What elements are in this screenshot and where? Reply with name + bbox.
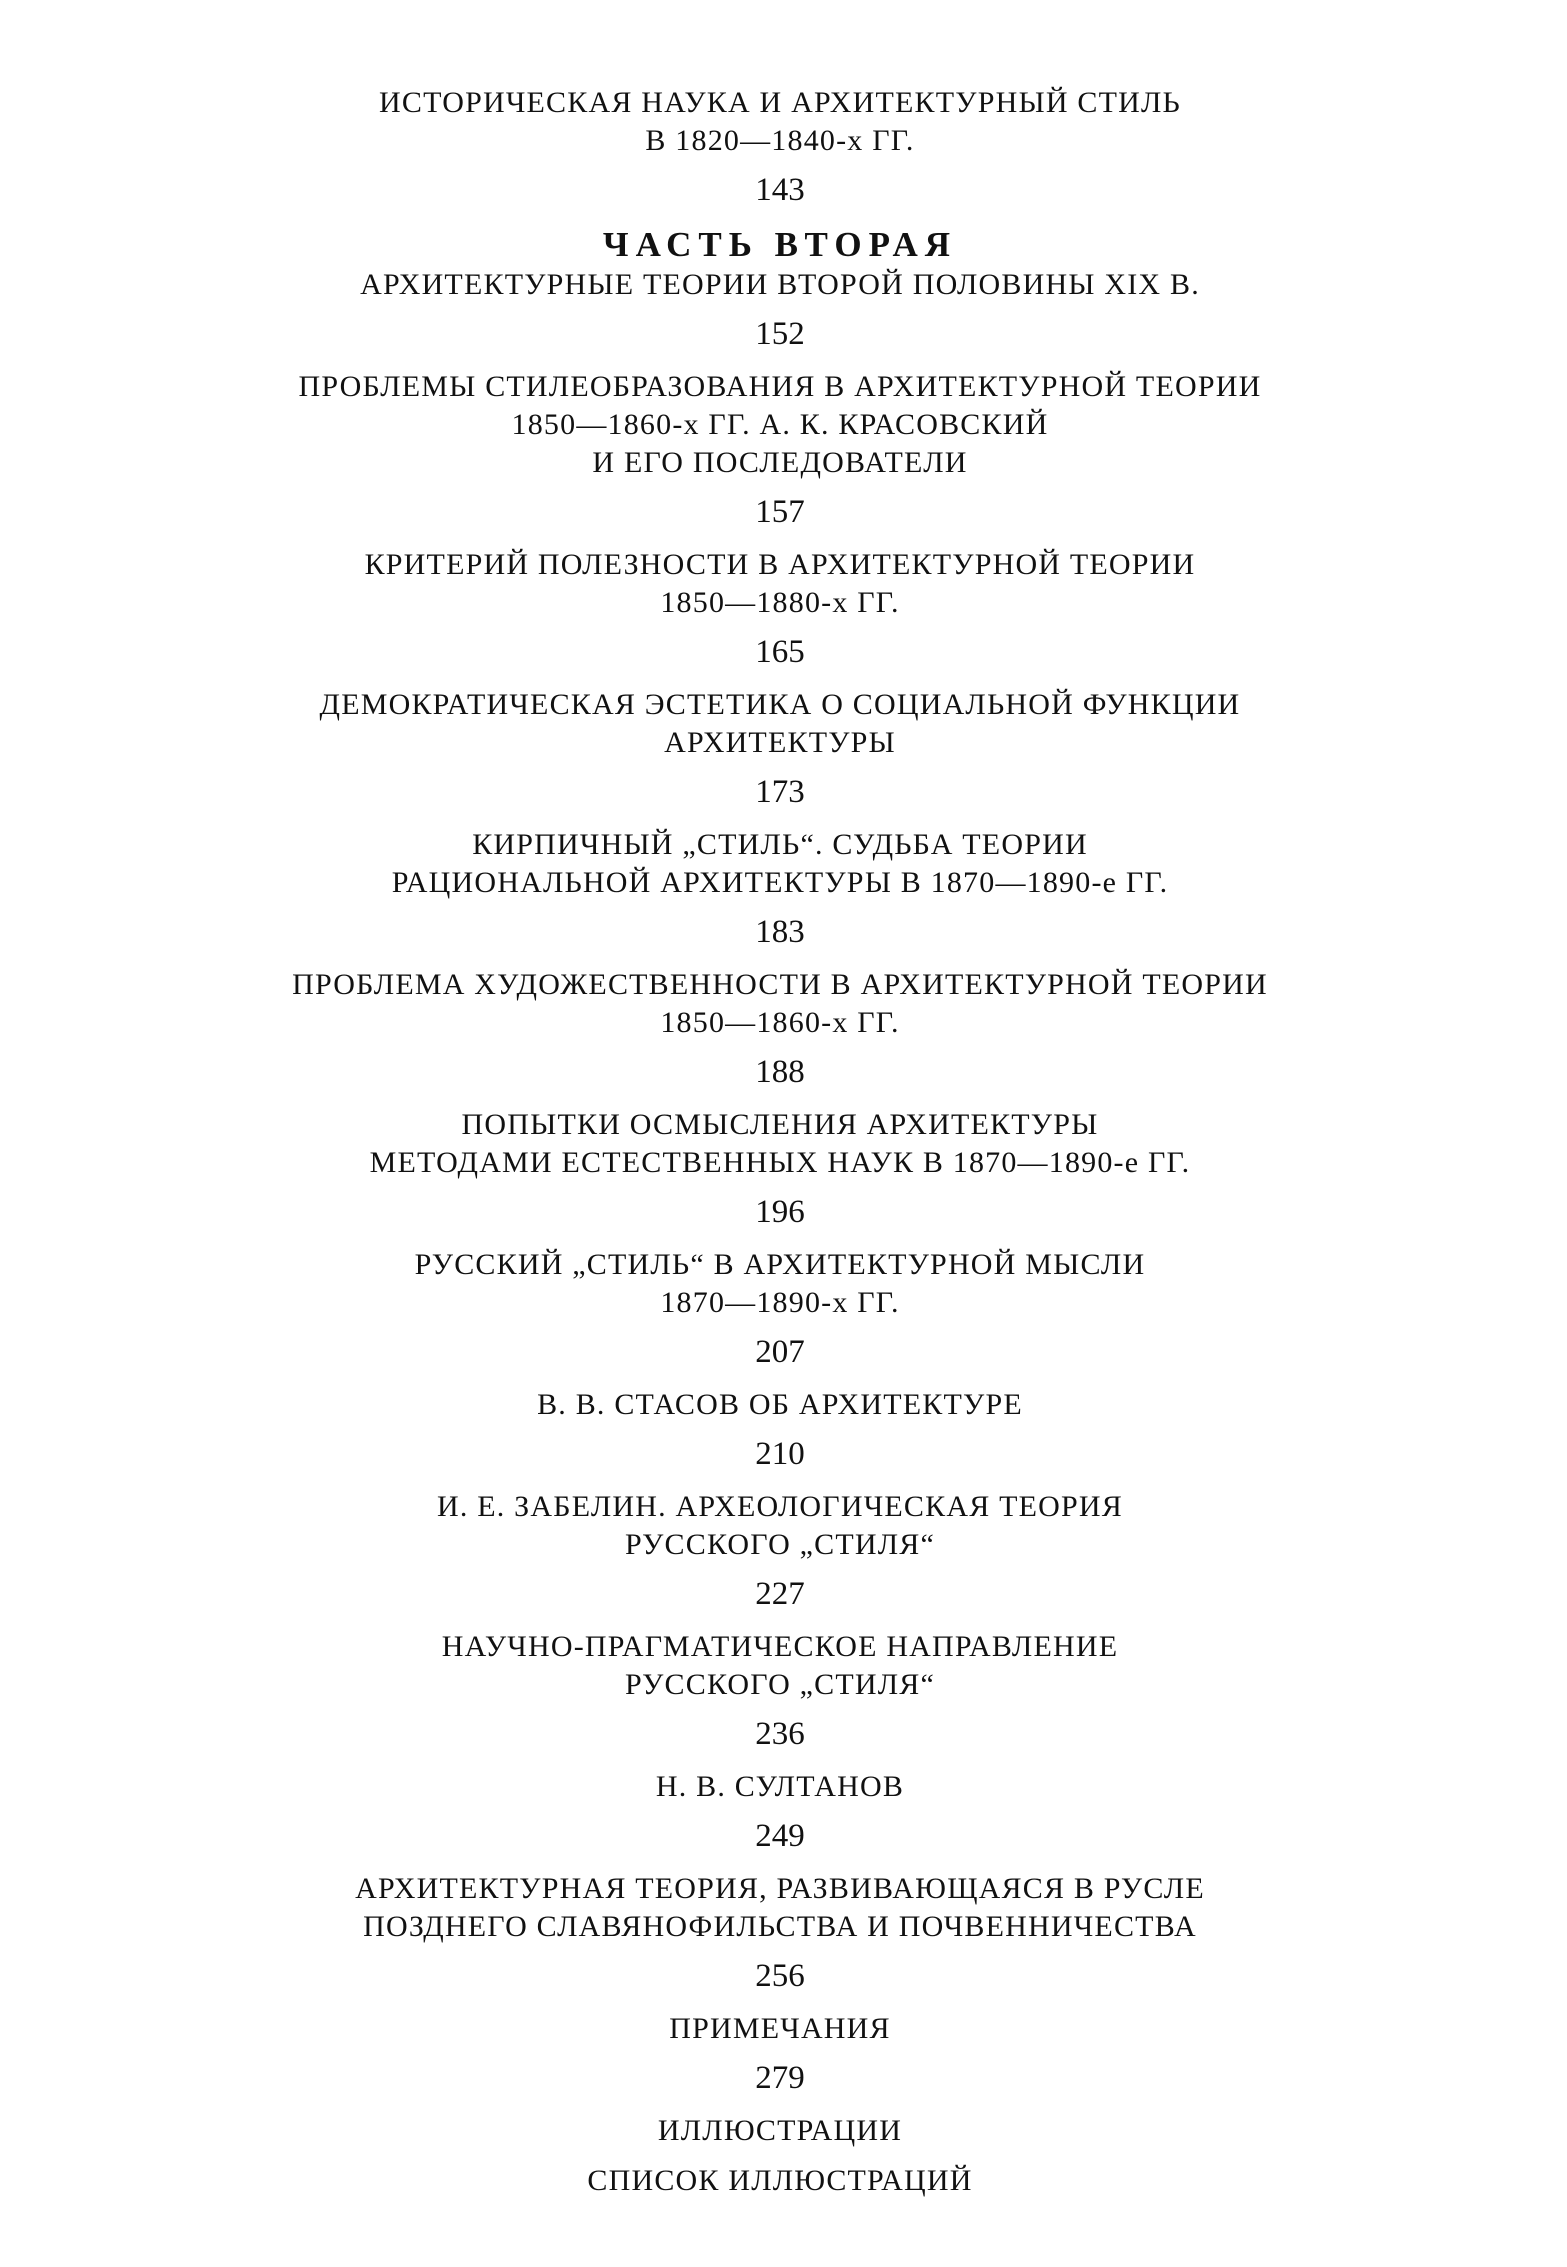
toc-entry-title-line: ДЕМОКРАТИЧЕСКАЯ ЭСТЕТИКА О СОЦИАЛЬНОЙ ФУНКЦИИ [319,688,1241,721]
toc-entry-title-line: СПИСОК ИЛЛЮСТРАЦИЙ [587,2164,973,2197]
toc-page-number: 227 [755,1576,805,1612]
toc-entry-title-line: РАЦИОНАЛЬНОЙ АРХИТЕКТУРЫ В 1870—1890-е ГГ. [391,866,1169,899]
toc-entry-title-line: РУССКОГО „СТИЛЯ“ [624,1528,936,1561]
toc-entry [240,1246,1320,1372]
toc-page-number: 173 [755,774,805,810]
toc-page-number: 196 [755,1194,805,1230]
toc-entry-title-line: АРХИТЕКТУРЫ [664,726,896,759]
toc-entry [240,1870,1320,1996]
toc-entry [240,826,1320,952]
toc-entry [240,2112,1320,2150]
toc-page-number: 207 [755,1334,805,1370]
toc-page-number: 165 [755,634,805,670]
toc-entry-title-line: 1850—1860-х ГГ. [660,1006,900,1039]
toc-entry-title-line: АРХИТЕКТУРНЫЕ ТЕОРИИ ВТОРОЙ ПОЛОВИНЫ XIX В. [360,268,1200,301]
toc-entry [240,84,1320,210]
toc-entry [240,1488,1320,1614]
toc-entry [240,686,1320,812]
toc-entry-title-line: ИСТОРИЧЕСКАЯ НАУКА И АРХИТЕКТУРНЫЙ СТИЛЬ [379,86,1181,119]
toc-entry-title-line: КИРПИЧНЫЙ „СТИЛЬ“. СУДЬБА ТЕОРИИ [472,828,1088,861]
toc-page-number: 210 [755,1436,805,1472]
toc-entry [240,1628,1320,1754]
toc-entry-title-line: ПРОБЛЕМЫ СТИЛЕОБРАЗОВАНИЯ В АРХИТЕКТУРНОЙ ТЕОРИИ [298,370,1262,403]
toc-entry-title-line: ПОЗДНЕГО СЛАВЯНОФИЛЬСТВА И ПОЧВЕННИЧЕСТВА [363,1910,1197,1943]
toc-entry [240,546,1320,672]
toc-entry-title-line: И. Е. ЗАБЕЛИН. АРХЕОЛОГИЧЕСКАЯ ТЕОРИЯ [436,1490,1124,1523]
toc-page-number: 183 [755,914,805,950]
toc-entry [240,1768,1320,1856]
toc-page-number: 256 [755,1958,805,1994]
toc-page-number: 157 [755,494,805,530]
toc-entry-title-line: НАУЧНО-ПРАГМАТИЧЕСКОЕ НАПРАВЛЕНИЕ [441,1630,1119,1663]
part-heading: ЧАСТЬ ВТОРАЯ [602,225,958,264]
toc-entry [240,2010,1320,2098]
toc-page-number: 143 [755,172,805,208]
toc-page-number: 279 [755,2060,805,2096]
toc-entry-title-line: ПРИМЕЧАНИЯ [669,2012,891,2045]
toc-page-number: 152 [755,316,805,352]
toc-page-number: 249 [755,1818,805,1854]
toc-entry [240,368,1320,532]
toc-entry [240,1106,1320,1232]
toc-entry-title-line: В 1820—1840-х ГГ. [645,124,915,157]
toc-entry-title-line: ПРОБЛЕМА ХУДОЖЕСТВЕННОСТИ В АРХИТЕКТУРНОЙ ТЕОРИИ [292,968,1268,1001]
toc-entry-title-line: АРХИТЕКТУРНАЯ ТЕОРИЯ, РАЗВИВАЮЩАЯСЯ В РУСЛЕ [355,1872,1205,1905]
toc-entry [240,2162,1320,2200]
toc-entry-title-line: ИЛЛЮСТРАЦИИ [657,2114,903,2147]
toc-entry-title-line: В. В. СТАСОВ ОБ АРХИТЕКТУРЕ [537,1388,1023,1421]
toc-page-number: 188 [755,1054,805,1090]
toc-entry [240,224,1320,354]
toc-entry-title-line: 1850—1860-х ГГ. А. К. КРАСОВСКИЙ [511,408,1049,441]
toc-entry-title-line: КРИТЕРИЙ ПОЛЕЗНОСТИ В АРХИТЕКТУРНОЙ ТЕОРИИ [364,548,1196,581]
toc-entry-title-line: ПОПЫТКИ ОСМЫСЛЕНИЯ АРХИТЕКТУРЫ [461,1108,1099,1141]
toc-entry [240,966,1320,1092]
toc-page-number: 236 [755,1716,805,1752]
toc-entry [240,1386,1320,1474]
toc-entry-title-line: 1850—1880-х ГГ. [660,586,900,619]
toc-entry-title-line: МЕТОДАМИ ЕСТЕСТВЕННЫХ НАУК В 1870—1890-е ГГ. [369,1146,1191,1179]
toc-entry-title-line: 1870—1890-х ГГ. [660,1286,900,1319]
toc-entry-title-line: Н. В. СУЛТАНОВ [655,1770,905,1803]
toc-entry-title-line: И ЕГО ПОСЛЕДОВАТЕЛИ [592,446,968,479]
toc-entry-title-line: РУССКИЙ „СТИЛЬ“ В АРХИТЕКТУРНОЙ МЫСЛИ [414,1248,1146,1281]
toc-entry-title-line: РУССКОГО „СТИЛЯ“ [624,1668,936,1701]
table-of-contents [240,84,1320,2212]
